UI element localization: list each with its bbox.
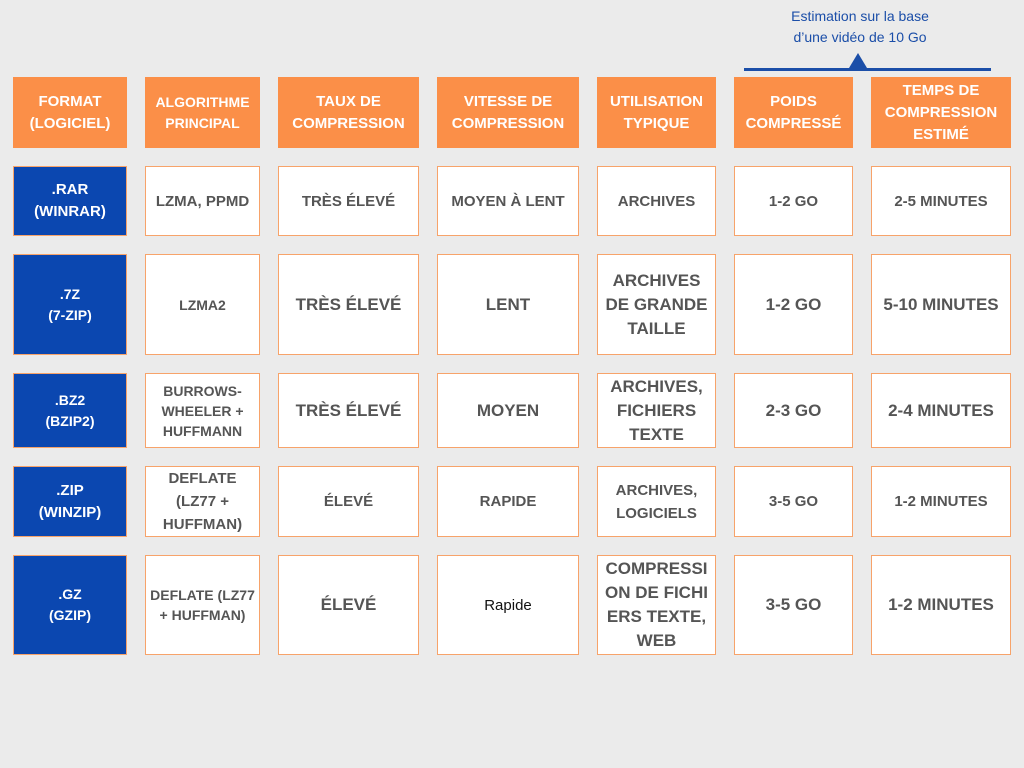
header-compressed-size: POIDS COMPRESSÉ: [734, 77, 853, 148]
ratio-cell: TRÈS ÉLEVÉ: [278, 254, 419, 355]
estimation-note-line-1: Estimation sur la base: [791, 8, 929, 24]
speed-cell: LENT: [437, 254, 579, 355]
time-cell: 1-2 MINUTES: [871, 555, 1011, 655]
estimation-bracket-line: [744, 68, 991, 71]
time-cell: 5-10 MINUTES: [871, 254, 1011, 355]
usage-cell: ARCHIVES, LOGICIELS: [597, 466, 716, 537]
speed-cell: MOYEN: [437, 373, 579, 448]
ratio-cell: TRÈS ÉLEVÉ: [278, 166, 419, 236]
header-format: FORMAT (LOGICIEL): [13, 77, 127, 148]
size-cell: 1-2 GO: [734, 166, 853, 236]
usage-cell: ARCHIVES, FICHIERS TEXTE: [597, 373, 716, 448]
usage-cell: ARCHIVES: [597, 166, 716, 236]
ratio-cell: ÉLEVÉ: [278, 466, 419, 537]
time-cell: 1-2 MINUTES: [871, 466, 1011, 537]
estimation-note-line-2: d’une vidéo de 10 Go: [793, 29, 927, 45]
format-cell-zip: .ZIP (WINZIP): [13, 466, 127, 537]
header-estimated-time: TEMPS DE COMPRESSION ESTIMÉ: [871, 77, 1011, 148]
format-cell-rar: .RAR (WINRAR): [13, 166, 127, 236]
speed-cell: MOYEN À LENT: [437, 166, 579, 236]
size-cell: 3-5 GO: [734, 555, 853, 655]
header-algorithm: ALGORITHME PRINCIPAL: [145, 77, 260, 148]
speed-cell: Rapide: [437, 555, 579, 655]
size-cell: 3-5 GO: [734, 466, 853, 537]
usage-cell: ARCHIVES DE GRANDE TAILLE: [597, 254, 716, 355]
format-cell-bz2: .BZ2 (BZIP2): [13, 373, 127, 448]
format-cell-7z: .7Z (7-ZIP): [13, 254, 127, 355]
algorithm-cell: LZMA, PPMD: [145, 166, 260, 236]
header-typical-usage: UTILISATION TYPIQUE: [597, 77, 716, 148]
ratio-cell: ÉLEVÉ: [278, 555, 419, 655]
estimation-note: [745, 6, 975, 48]
header-compression-speed: VITESSE DE COMPRESSION: [437, 77, 579, 148]
format-cell-gz: .GZ (GZIP): [13, 555, 127, 655]
time-cell: 2-4 MINUTES: [871, 373, 1011, 448]
algorithm-cell: DEFLATE (LZ77 + HUFFMAN): [145, 555, 260, 655]
algorithm-cell: DEFLATE (LZ77 + HUFFMAN): [145, 466, 260, 537]
size-cell: 2-3 GO: [734, 373, 853, 448]
header-compression-ratio: TAUX DE COMPRESSION: [278, 77, 419, 148]
speed-cell: RAPIDE: [437, 466, 579, 537]
algorithm-cell: BURROWS-WHEELER + HUFFMANN: [145, 373, 260, 448]
algorithm-cell: LZMA2: [145, 254, 260, 355]
time-cell: 2-5 MINUTES: [871, 166, 1011, 236]
estimation-pointer-arrow: [849, 53, 867, 68]
usage-cell: COMPRESSION DE FICHIERS TEXTE, WEB: [597, 555, 716, 655]
size-cell: 1-2 GO: [734, 254, 853, 355]
ratio-cell: TRÈS ÉLEVÉ: [278, 373, 419, 448]
